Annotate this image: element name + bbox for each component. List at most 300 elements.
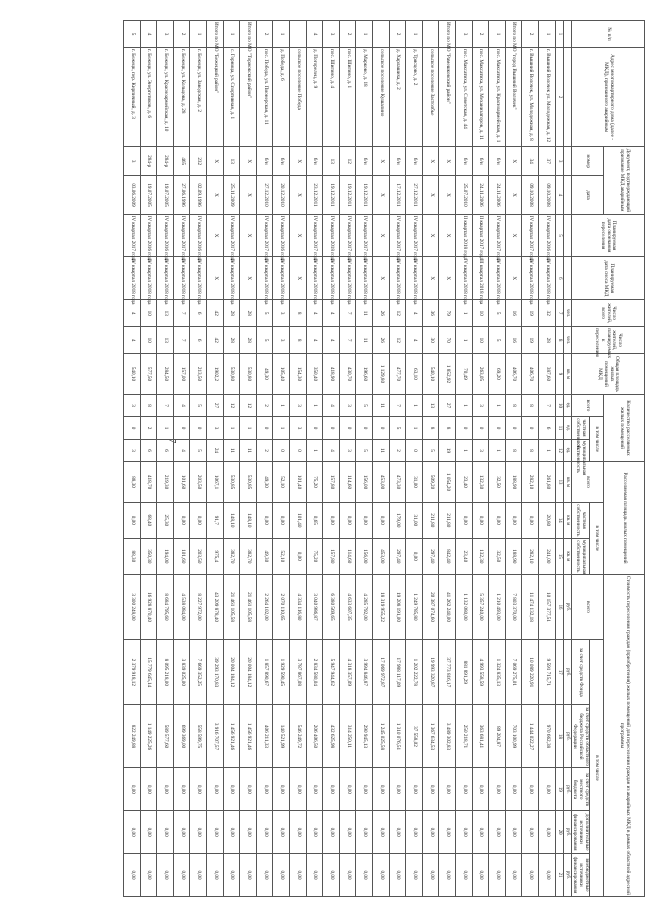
table-cell: 5 <box>190 394 207 417</box>
table-cell: 5 <box>389 417 406 440</box>
hdr-idx: № п/п <box>571 21 644 48</box>
unit-cell <box>563 214 571 257</box>
table-cell: 10 <box>140 327 157 354</box>
table-row <box>505 21 522 897</box>
table-cell: 27.12.2010 <box>256 176 273 214</box>
table-cell: 453,00 <box>373 538 390 574</box>
table-cell: 09.10.2008 <box>538 176 555 214</box>
table-cell: IV квартал 2018 года <box>538 257 555 300</box>
table-cell: 1 324 835,13 <box>489 640 506 705</box>
table-cell: 0,00 <box>538 811 555 854</box>
table-cell: пос. Победа, ул. Пионерская, д. 11 <box>256 48 273 147</box>
table-cell: 132,30 <box>472 462 489 503</box>
table-cell: 432 625,98 <box>323 705 340 768</box>
table-cell: 4 <box>323 327 340 354</box>
table-cell: 297,40 <box>389 538 406 574</box>
table-cell: X <box>290 147 307 176</box>
table-cell: 3 839 025,00 <box>173 640 190 705</box>
table-cell: 699 369,00 <box>173 705 190 768</box>
table-cell: 20,80 <box>538 502 555 538</box>
table-cell: 19.07.2005 <box>157 176 174 214</box>
table-cell: 1 132 080,00 <box>456 574 473 639</box>
table-cell: 0,00 <box>406 768 423 811</box>
table-cell: 0,00 <box>522 502 539 538</box>
table-cell: IV квартал 2018 года <box>489 257 506 300</box>
table-row <box>489 21 506 897</box>
table-cell: 0,00 <box>389 811 406 854</box>
table-cell: 28 <box>223 327 240 354</box>
table-cell: 23.12.2011 <box>306 176 323 214</box>
table-cell: 0,00 <box>124 502 141 538</box>
table-cell: 1 <box>356 21 373 48</box>
table-cell: 1 852,92 <box>439 354 456 395</box>
table-cell: X <box>439 176 456 214</box>
table-cell: 261,80 <box>538 462 555 503</box>
hdr-rooms-total: всего <box>571 394 603 417</box>
table-cell: 15 779 645,14 <box>140 640 157 705</box>
table-cell: 5 <box>256 300 273 327</box>
table-cell: 0,00 <box>456 811 473 854</box>
table-cell: 9 591 715,71 <box>538 640 555 705</box>
table-cell: X <box>207 176 224 214</box>
unit-cell: ед. <box>563 394 571 417</box>
table-cell: 2 <box>522 21 539 48</box>
scan-artifact <box>0 0 640 8</box>
table-cell: 13 <box>323 147 340 176</box>
table-cell: 4 633 607,35 <box>339 574 356 639</box>
table-cell <box>290 21 307 48</box>
table-row <box>124 21 141 897</box>
table-cell: 0,65 <box>306 502 323 538</box>
table-cell: 0 <box>173 417 190 440</box>
unit-cell <box>563 147 571 176</box>
table-cell: 37 <box>538 147 555 176</box>
table-cell: 114,60 <box>339 462 356 503</box>
table-cell: 1 <box>273 21 290 48</box>
table-cell: 1 149 225,26 <box>140 705 157 768</box>
table-cell: 0,00 <box>323 811 340 854</box>
table-cell: 8 <box>505 394 522 417</box>
table-cell: 0 <box>505 417 522 440</box>
unit-cell <box>563 48 571 147</box>
table-cell: 6 <box>140 439 157 462</box>
hdr-doc: Документ, подтверждающий признание МКД аварийным <box>604 147 645 215</box>
table-cell: 3 <box>472 394 489 417</box>
table-cell: IV квартал 2017 года <box>173 214 190 257</box>
table-cell: 0,00 <box>306 768 323 811</box>
column-number-cell: 7 <box>555 300 563 327</box>
table-cell: X <box>505 176 522 214</box>
table-cell: пос. Шигино, д. 4 <box>323 48 340 147</box>
table-cell: 148,10 <box>223 502 240 538</box>
table-cell: 105,40 <box>273 354 290 395</box>
table-cell: 822 249,88 <box>124 705 141 768</box>
table-cell: 11 <box>373 439 390 462</box>
table-cell: 28 <box>538 327 555 354</box>
table-cell: пос. Шигино, д. 1 <box>339 48 356 147</box>
hdr-cost-incl: в том числе <box>590 640 604 897</box>
table-cell: 232 <box>190 147 207 176</box>
table-cell: 6/н <box>489 147 506 176</box>
table-cell: 250 218,71 <box>456 705 473 768</box>
table-cell: 31,00 <box>406 502 423 538</box>
table-cell: 39 293 170,83 <box>207 640 224 705</box>
table-cell: 465 <box>173 147 190 176</box>
unit-cell: ед. <box>563 417 571 440</box>
unit-cell: кв. м <box>563 502 571 538</box>
table-cell: 0,00 <box>157 768 174 811</box>
table-row <box>406 21 423 897</box>
table-cell: 0,00 <box>190 768 207 811</box>
hdr-planned-relocation: Планируемая дата окончания переселения <box>571 214 644 257</box>
table-cell: 0,00 <box>406 538 423 574</box>
table-cell: 0,00 <box>522 768 539 811</box>
table-cell: 19.12.2011 <box>323 176 340 214</box>
table-cell: 6/н <box>472 147 489 176</box>
table-cell: X <box>290 214 307 257</box>
table-cell: 477,70 <box>389 354 406 395</box>
table-cell: 558 599,75 <box>190 705 207 768</box>
table-cell: 19 <box>522 327 539 354</box>
table-cell: 0,00 <box>190 854 207 897</box>
table-cell: 13 <box>157 327 174 354</box>
table-cell: 02.09.1996 <box>190 176 207 214</box>
table-cell: 27 <box>439 394 456 417</box>
table-cell: 350,30 <box>140 538 157 574</box>
table-cell: 42 <box>207 300 224 327</box>
table-cell: 10 <box>472 300 489 327</box>
table-cell: 24.11.2006 <box>489 176 506 214</box>
table-cell: IV квартал 2017 года <box>124 214 141 257</box>
table-cell: 8 227 972,00 <box>190 574 207 639</box>
column-number-cell: 8 <box>555 327 563 354</box>
table-cell: 19 993 320,87 <box>422 640 439 705</box>
table-cell: 0 <box>489 417 506 440</box>
hdr-local: за счет средств местного бюджета <box>571 768 589 811</box>
table-cell: 5 <box>422 439 439 462</box>
table-cell: 0,00 <box>538 768 555 811</box>
table-cell: 4 318 357,09 <box>339 640 356 705</box>
table-cell: 0,00 <box>290 538 307 574</box>
column-number-cell: 17 <box>555 640 563 705</box>
table-cell: 70,49 <box>456 354 473 395</box>
table-cell: 0,00 <box>472 854 489 897</box>
hdr-area: Общая площадь жилых помещений МКД <box>571 354 644 395</box>
table-cell: 23,40 <box>456 538 473 574</box>
table-cell: 0,00 <box>489 768 506 811</box>
table-cell: 21 461 105,58 <box>240 574 257 639</box>
column-number-cell: 21 <box>555 854 563 897</box>
table-cell: 530,85 <box>223 462 240 503</box>
hdr-doc-number: номер <box>571 147 603 176</box>
table-cell: 0,00 <box>306 854 323 897</box>
table-cell: 156,00 <box>356 538 373 574</box>
table-row <box>456 21 473 897</box>
table-cell: IV квартал 2018 года <box>306 257 323 300</box>
table-cell: Итого по МО "Торжокский район" <box>240 21 257 48</box>
table-cell: 0,00 <box>323 502 340 538</box>
table-cell: IV квартал 2018 года <box>323 257 340 300</box>
table-cell: 6/н <box>389 147 406 176</box>
table-cell: 69,20 <box>489 354 506 395</box>
table-cell: 406,70 <box>505 354 522 395</box>
table-cell: 530,80 <box>223 354 240 395</box>
table-cell: IV квартал 2018 года <box>256 257 273 300</box>
column-number-cell: 20 <box>555 811 563 854</box>
table-cell: 12 <box>389 327 406 354</box>
table-cell: 179,00 <box>389 502 406 538</box>
table-cell: 11 <box>223 439 240 462</box>
table-cell: 6/н <box>406 147 423 176</box>
table-cell: 7 <box>339 327 356 354</box>
table-cell: 20 004 184,12 <box>240 640 257 705</box>
table-cell: 1067,1 <box>207 462 224 503</box>
table-cell: 6 380 569,65 <box>323 574 340 639</box>
column-numbers-row <box>555 21 563 897</box>
table-cell: IV квартал 2017 года <box>223 214 240 257</box>
table-cell: сельское поселение Застолбье <box>422 48 439 147</box>
table-cell: г. Бежецк, ул. Энергетиков, д. 6 <box>140 48 157 147</box>
table-cell: 28 <box>223 300 240 327</box>
table-cell: 1 857 890,67 <box>256 640 273 705</box>
table-cell: X <box>373 257 390 300</box>
table-cell: 0,00 <box>422 768 439 811</box>
table-cell: 24.11.2006 <box>472 176 489 214</box>
table-cell: II квартал 2017 года <box>472 214 489 257</box>
table-row <box>439 21 456 897</box>
table-cell: IV квартал 2018 года <box>157 257 174 300</box>
table-cell: 4 <box>173 439 190 462</box>
table-cell: 16 <box>505 300 522 327</box>
table-body <box>124 21 555 897</box>
table-cell: 0,00 <box>173 854 190 897</box>
table-cell: 41 262 240,00 <box>439 574 456 639</box>
table-cell: III квартал 2018 года <box>472 257 489 300</box>
table-cell: 6/н <box>456 147 473 176</box>
table-cell: IV квартал 2017 года <box>406 214 423 257</box>
table-cell: 577,50 <box>140 354 157 395</box>
table-cell: 63,10 <box>406 354 423 395</box>
table-cell: 382,70 <box>223 538 240 574</box>
table-cell <box>422 21 439 48</box>
table-cell: 88,30 <box>124 462 141 503</box>
table-cell: 284-р <box>140 147 157 176</box>
table-cell: 52,10 <box>273 462 290 503</box>
table-cell: 101,40 <box>290 502 307 538</box>
table-cell: 0,00 <box>207 768 224 811</box>
table-cell: 0,00 <box>456 854 473 897</box>
table-cell: 6 <box>538 417 555 440</box>
table-cell: 27.06.1996 <box>173 176 190 214</box>
table-cell: X <box>422 147 439 176</box>
table-cell: 1 <box>489 21 506 48</box>
unit-cell: чел. <box>563 327 571 354</box>
table-cell: 2 379 918,12 <box>124 640 141 705</box>
unit-cell <box>563 257 571 300</box>
table-cell: 1 <box>223 417 240 440</box>
table-cell: 2 834 580,04 <box>306 640 323 705</box>
table-cell: IV квартал 2018 года <box>339 257 356 300</box>
table-cell: 1 <box>190 21 207 48</box>
table-cell: 8 <box>422 417 439 440</box>
table-cell: 3 040 986,87 <box>306 574 323 639</box>
column-number-cell: 3 <box>555 147 563 176</box>
table-cell: 12 <box>240 394 257 417</box>
table-cell: 0,00 <box>140 768 157 811</box>
table-cell: 219,30 <box>157 462 174 503</box>
table-cell: 19 <box>439 439 456 462</box>
table-cell: 0,00 <box>472 768 489 811</box>
table-cell: 1 054,20 <box>439 462 456 503</box>
table-cell: д. Марково, д. 18 <box>356 48 373 147</box>
table-cell: 203,50 <box>190 538 207 574</box>
table-cell: 17.12.2011 <box>389 176 406 214</box>
table-cell: 263,05 <box>472 354 489 395</box>
table-cell: 4 285 792,00 <box>356 574 373 639</box>
table-cell: 314 250,11 <box>339 705 356 768</box>
table-cell: 4 <box>124 300 141 327</box>
table-cell: 8 <box>522 394 539 417</box>
table-cell: 68,40 <box>140 502 157 538</box>
table-cell: X <box>439 214 456 257</box>
table-cell: 7 <box>538 394 555 417</box>
table-cell: д. Харлашиха, д. 2 <box>389 48 406 147</box>
table-cell: Итого по МО "город Вышний Волочек" <box>505 21 522 48</box>
table-cell: 0,00 <box>140 854 157 897</box>
table-cell: 27 <box>207 394 224 417</box>
table-cell: IV квартал 2016 года <box>157 214 174 257</box>
table-cell: 11 474 132,18 <box>522 574 539 639</box>
table-cell: 4 <box>406 327 423 354</box>
table-cell: 0,00 <box>422 854 439 897</box>
table-cell: 157,80 <box>323 538 340 574</box>
table-cell: 418,70 <box>140 462 157 503</box>
table-cell: 12 <box>223 394 240 417</box>
unit-cell: руб. <box>563 574 571 639</box>
hdr-extra2: внебюджетные источники финансирования <box>571 854 589 897</box>
table-cell: 6 <box>190 327 207 354</box>
table-cell: X <box>240 214 257 257</box>
table-cell: 282,10 <box>522 538 539 574</box>
table-cell: Итого по МО "Рамешковский район" <box>439 21 456 48</box>
table-cell: 5 357 240,00 <box>472 574 489 639</box>
table-cell: 36 <box>422 300 439 327</box>
table-cell: 1 249 785,80 <box>406 574 423 639</box>
table-cell: 7 <box>157 394 174 417</box>
table-cell: 19 <box>522 300 539 327</box>
table-cell: 8 <box>290 300 307 327</box>
table-cell: 0,00 <box>439 811 456 854</box>
table-cell: г. Вышний Волочек, ул. Молодежная, д. 8 <box>522 48 539 147</box>
table-cell: 0,00 <box>173 502 190 538</box>
table-cell: 20 004 184,12 <box>223 640 240 705</box>
table-cell: 0 <box>190 417 207 440</box>
hdr-rooms-incl: в том числе <box>590 417 604 462</box>
table-cell: X <box>505 214 522 257</box>
table-row <box>472 21 489 897</box>
table-cell: 0,00 <box>472 811 489 854</box>
hdr-fund: за счет средств Фонда <box>571 640 589 705</box>
table-cell: 194,00 <box>157 538 174 574</box>
hdr-area-private: частная собственность <box>571 502 589 538</box>
table-cell: 540,10 <box>422 354 439 395</box>
table-cell: 0 <box>290 439 307 462</box>
hdr-area-total: всего <box>571 462 603 503</box>
table-cell: 4 538 084,00 <box>173 574 190 639</box>
table-cell: IV квартал 2017 года <box>306 214 323 257</box>
table-cell: 0,00 <box>505 768 522 811</box>
table-cell: 19.12.2011 <box>339 176 356 214</box>
table-cell: 842,40 <box>439 538 456 574</box>
table-cell: 0,00 <box>223 811 240 854</box>
column-number-cell: 15 <box>555 538 563 574</box>
table-cell: 0,00 <box>273 768 290 811</box>
table-cell: 0 <box>406 439 423 462</box>
table-cell: 30 <box>422 327 439 354</box>
table-cell: 1 <box>489 394 506 417</box>
table-cell: 546 249,72 <box>290 705 307 768</box>
table-cell: X <box>373 147 390 176</box>
table-cell: 52,10 <box>273 538 290 574</box>
table-cell: 1 <box>223 21 240 48</box>
table-cell: 0,00 <box>190 811 207 854</box>
table-cell: 1 <box>406 21 423 48</box>
table-cell: 0,00 <box>522 854 539 897</box>
table-cell: сельское поселение Кушалино <box>373 48 390 147</box>
table-cell: 37 558,02 <box>406 705 423 768</box>
table-cell: 70 <box>439 327 456 354</box>
table-cell: 2 <box>389 439 406 462</box>
table-cell: 8 <box>439 417 456 440</box>
table-cell: 32,50 <box>489 538 506 574</box>
table-cell: 0,00 <box>439 854 456 897</box>
table-cell: IV квартал 2016 года <box>140 214 157 257</box>
table-cell: 0 <box>124 417 141 440</box>
table-cell: 0,00 <box>240 768 257 811</box>
table-cell: 350,40 <box>306 354 323 395</box>
table-cell: IV квартал 2018 года <box>323 214 340 257</box>
table-cell: 49,30 <box>256 538 273 574</box>
table-cell: 2 <box>140 417 157 440</box>
table-cell: 4 <box>306 300 323 327</box>
table-cell: 2 264 102,00 <box>256 574 273 639</box>
table-cell: X <box>240 147 257 176</box>
table-cell: с. Горница, ул. Спортивная, д. 1 <box>223 48 240 147</box>
table-cell: 43 209 878,40 <box>207 574 224 639</box>
table-cell: 28 <box>240 327 257 354</box>
table-cell: 10 <box>472 327 489 354</box>
table-cell: 3 <box>339 439 356 462</box>
table-cell: X <box>439 147 456 176</box>
table-cell: 1 <box>157 417 174 440</box>
table-cell: 1 <box>456 439 473 462</box>
hdr-area-incl: в том числе <box>590 502 604 574</box>
table-cell: 3 <box>273 327 290 354</box>
table-cell: 0,00 <box>223 768 240 811</box>
table-cell: 1 <box>306 394 323 417</box>
table-cell: 1 <box>456 300 473 327</box>
table-cell: 0,00 <box>240 811 257 854</box>
table-cell: 0,00 <box>190 502 207 538</box>
table-cell: 3 <box>124 439 141 462</box>
table-cell: 284-р <box>157 147 174 176</box>
table-cell: 1 202 222,78 <box>406 640 423 705</box>
table-cell: IV квартал 2017 года <box>339 214 356 257</box>
table-cell: 0,00 <box>256 811 273 854</box>
table-cell: 11 <box>356 300 373 327</box>
table-cell: 0 <box>456 417 473 440</box>
table-cell: 91,7 <box>207 502 224 538</box>
